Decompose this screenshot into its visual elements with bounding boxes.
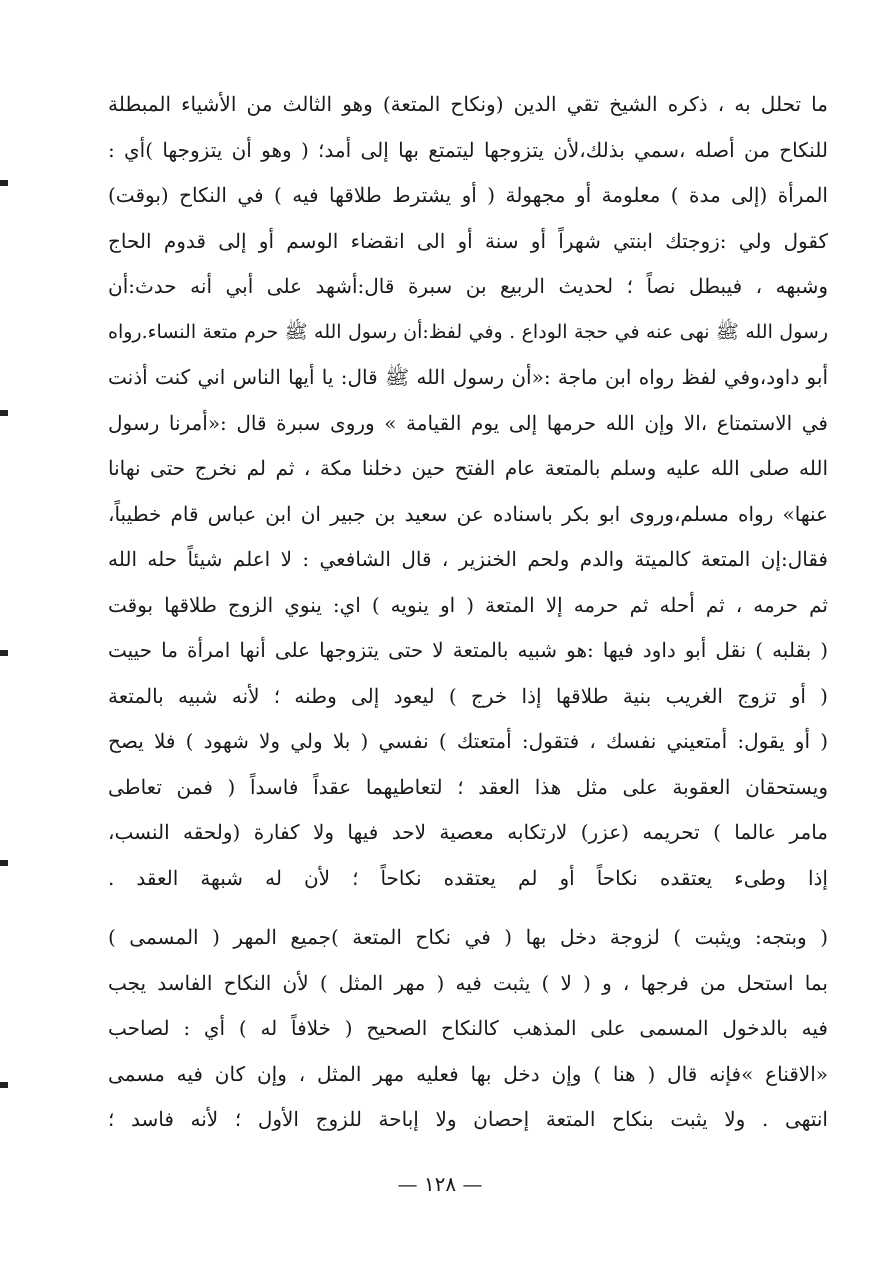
text-line: «الاقناع »فإنه قال ( هنا ) وإن دخل بها فعليه مهر المثل ، وإن كان فيه مسمى xyxy=(108,1061,828,1086)
scan-edge-mark xyxy=(0,650,8,656)
text-line: عنها» رواه مسلم،وروى ابو بكر باسناده عن سعيد بن جبير ان ابن عباس قام خطيباً، xyxy=(108,501,828,526)
text-line: مامر عالما ) تحريمه (عزر) لارتكابه معصية لاحد فيها ولا كفارة (ولحقه النسب، xyxy=(108,820,828,844)
scan-edge-mark xyxy=(0,410,8,416)
text-line: كقول ولي :زوجتك ابنتي شهراً أو سنة أو الى انقضاء الوسم أو إلى قدوم الحاج xyxy=(108,228,828,253)
text-line: المرأة (إلى مدة ) معلومة أو مجهولة ( أو يشترط طلاقها فيه ) في النكاح (بوقت) xyxy=(108,183,828,207)
text-line: ما تحلل به ، ذكره الشيخ تقي الدين (ونكاح المتعة) وهو الثالث من الأشياء المبطلة xyxy=(108,92,828,116)
text-line: ( أو تزوج الغريب بنية طلاقها إذا خرج ) ليعود إلى وطنه ؛ لأنه شبيه بالمتعة xyxy=(108,683,828,708)
paragraph-1 xyxy=(108,82,828,901)
text-line: للنكاح من أصله ،سمي بذلك،لأن يتزوجها ليتمتع بها إلى أمد؛ ( وهو أن يتزوجها )أي : xyxy=(108,137,828,162)
paragraph-break xyxy=(108,901,828,915)
paragraph-2 xyxy=(108,915,828,1143)
text-line: ( وبتجه: ويثبت ) لزوجة دخل بها ( في نكاح المتعة )جميع المهر ( المسمى ) xyxy=(108,925,828,949)
scan-edge-mark xyxy=(0,180,8,186)
text-line: بما استحل من فرجها ، و ( لا ) يثبت فيه ( مهر المثل ) لأن النكاح الفاسد يجب xyxy=(108,970,828,995)
scan-edge-mark xyxy=(0,860,8,866)
text-line: إذا وطىء يعتقده نكاحاً أو لم يعتقده نكاحاً ؛ لأن له شبهة العقد . xyxy=(108,865,828,890)
text-line: ( أو يقول: أمتعيني نفسك ، فتقول: أمتعتك ) نفسي ( بلا ولي ولا شهود ) فلا يصح xyxy=(108,729,828,753)
text-line: ويستحقان العقوبة على مثل هذا العقد ؛ لتعاطيهما عقداً فاسداً ( فمن تعاطى xyxy=(108,774,828,799)
text-line: انتهى . ولا يثبت بنكاح المتعة إحصان ولا إباحة للزوج الأول ؛ لأنه فاسد ؛ xyxy=(108,1107,828,1131)
text-line: وشبهه ، فيبطل نصاً ؛ لحديث الربيع بن سبرة قال:أشهد على أبي أنه حدث:أن xyxy=(108,274,828,298)
scan-edge-mark xyxy=(0,1082,8,1088)
page-number: — ١٢٨ — xyxy=(397,1172,483,1196)
text-line: أبو داود،وفي لفظ رواه ابن ماجة :«أن رسول الله ﷺ قال: يا أيها الناس اني كنت أذنت xyxy=(108,365,828,389)
text-line: رسول الله ﷺ نهى عنه في حجة الوداع . وفي لفظ:أن رسول الله ﷺ حرم متعة النساء.رواه xyxy=(108,320,828,343)
text-line: فيه بالدخول المسمى على المذهب كالنكاح الصحيح ( خلافاً له ) أي : لصاحب xyxy=(108,1016,828,1040)
text-line: ( بقلبه ) نقل أبو داود فيها :هو شبيه بالمتعة لا حتى يتزوجها على أنها امرأة ما حييت xyxy=(108,638,828,662)
main-text xyxy=(108,82,828,1143)
text-line: الله صلى الله عليه وسلم بالمتعة عام الفتح حين دخلنا مكة ، ثم لم نخرج حتى نهانا xyxy=(108,456,828,480)
text-line: في الاستمتاع ،الا وإن الله حرمها إلى يوم القيامة » وروى سبرة قال :«أمرنا رسول xyxy=(108,410,828,435)
text-line: فقال:إن المتعة كالميتة والدم ولحم الخنزير ، قال الشافعي : لا اعلم شيئاً حله الله xyxy=(108,547,828,571)
text-line: ثم حرمه ، ثم أحله ثم حرمه إلا المتعة ( او ينويه ) اي: ينوي الزوج طلاقها بوقت xyxy=(108,592,828,617)
